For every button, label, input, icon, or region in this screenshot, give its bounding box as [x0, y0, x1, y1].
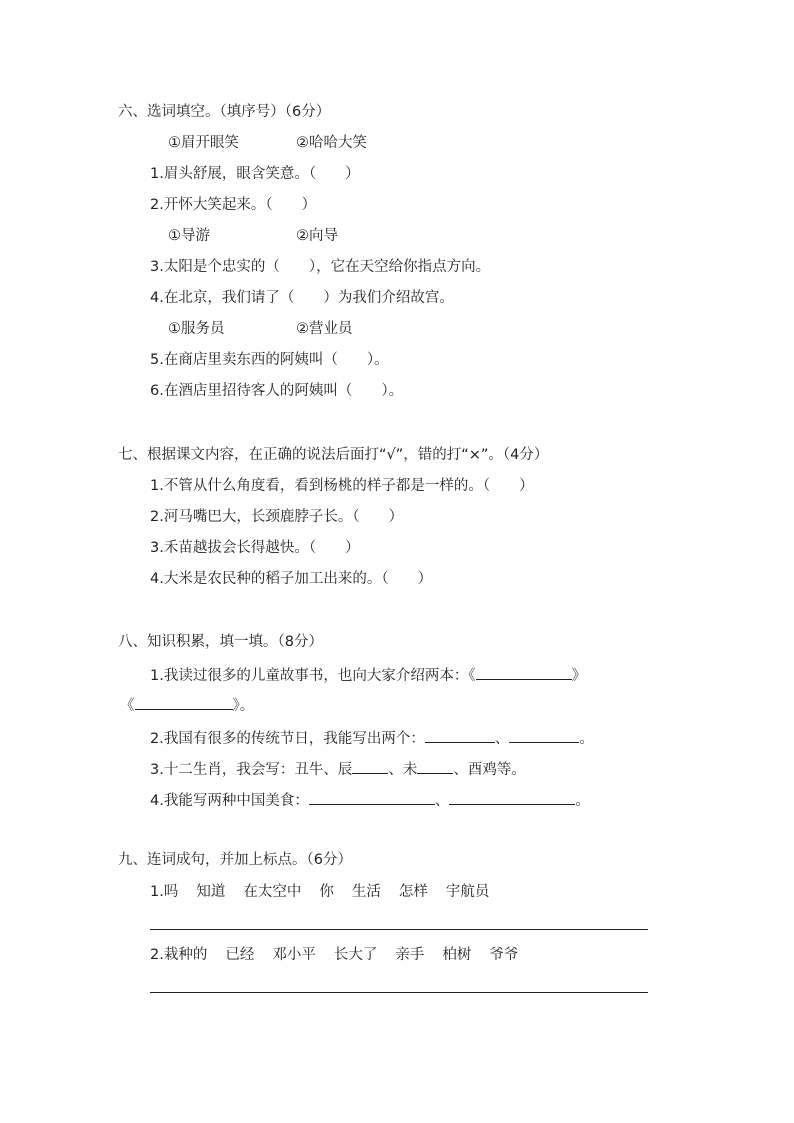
zodiac-1-blank[interactable] [352, 758, 388, 774]
question-6-5: 5.在商店里卖东西的阿姨叫（ ）。 [150, 352, 389, 368]
question-8-2-text: 2.我国有很多的传统节日，我能写出两个： [150, 731, 425, 747]
option-group-2-a: ①导游 [168, 228, 210, 244]
word: 知道 [196, 884, 226, 900]
word: 生活 [351, 884, 381, 900]
section-7-title: 七、根据课文内容，在正确的说法后面打“√”，错的打“×”。（4分） [118, 447, 549, 463]
word: 怎样 [398, 884, 428, 900]
book-quote-close-end: 》。 [232, 698, 255, 714]
word: 1.吗 [150, 884, 179, 900]
question-8-2 [150, 727, 594, 749]
question-8-1 [150, 664, 586, 686]
book-quote-open: 《 [120, 698, 135, 714]
question-7-2: 2.河马嘴巴大，长颈鹿脖子长。（ ） [150, 509, 404, 525]
word: 亲手 [395, 947, 425, 963]
question-8-3-text: 3.十二生肖，我会写：丑牛、辰 [150, 762, 353, 778]
question-8-1-cont [120, 694, 254, 716]
section-9-title: 九、连词成句，并加上标点。（6分） [118, 852, 352, 868]
period: 。 [579, 731, 594, 747]
option-group-3-a: ①服务员 [168, 321, 225, 337]
option-group-1-a: ①眉开眼笑 [168, 135, 239, 151]
separator: 、 [434, 793, 450, 809]
food-2-blank[interactable] [449, 789, 575, 805]
question-6-4: 4.在北京，我们请了（ ）为我们介绍故宫。 [150, 290, 454, 306]
book-2-blank[interactable] [135, 694, 233, 710]
question-8-3-mid: 、未 [388, 762, 418, 778]
option-group-3-b: ②营业员 [296, 321, 353, 337]
word: 在太空中 [243, 884, 302, 900]
question-8-3-end: 、酉鸡等。 [453, 762, 526, 778]
answer-line-9-1[interactable] [150, 929, 648, 930]
question-8-4-text: 4.我能写两种中国美食： [150, 793, 309, 809]
question-7-1: 1.不管从什么角度看，看到杨桃的样子都是一样的。（ ） [150, 478, 534, 494]
question-6-1: 1.眉头舒展，眼含笑意。（ ） [150, 166, 360, 182]
option-group-1-b: ②哈哈大笑 [296, 135, 367, 151]
festival-1-blank[interactable] [425, 727, 495, 743]
word: 2.栽种的 [150, 947, 208, 963]
word: 宇航员 [445, 884, 490, 900]
book-1-blank[interactable] [476, 664, 572, 680]
question-8-4 [150, 789, 590, 811]
word: 柏树 [442, 947, 472, 963]
question-7-4: 4.大米是农民种的稻子加工出来的。（ ） [150, 571, 433, 587]
word: 长大了 [333, 947, 378, 963]
question-8-1-text: 1.我读过很多的儿童故事书，也向大家介绍两本： [150, 668, 469, 684]
question-8-3 [150, 758, 526, 780]
option-group-2-b: ②向导 [296, 228, 338, 244]
period: 。 [575, 793, 590, 809]
festival-2-blank[interactable] [509, 727, 579, 743]
question-9-2-words [150, 945, 536, 965]
question-7-3: 3.禾苗越拔会长得越快。（ ） [150, 540, 360, 556]
question-6-6: 6.在酒店里招待客人的阿姨叫（ ）。 [150, 383, 404, 399]
question-6-2: 2.开怀大笑起来。（ ） [150, 197, 317, 213]
food-1-blank[interactable] [309, 789, 435, 805]
separator: 、 [494, 731, 510, 747]
question-9-1-words [150, 882, 507, 902]
word: 你 [319, 884, 334, 900]
answer-line-9-2[interactable] [150, 992, 648, 993]
word: 邓小平 [272, 947, 316, 963]
question-6-3: 3.太阳是个忠实的（ ），它在天空给你指点方向。 [150, 259, 491, 275]
book-quote-close: 》 [571, 668, 587, 684]
section-6-title: 六、选词填空。（填序号）（6分） [118, 104, 331, 120]
section-8-title: 八、知识积累，填一填。（8分） [118, 634, 323, 650]
word: 已经 [225, 947, 255, 963]
zodiac-2-blank[interactable] [417, 758, 453, 774]
word: 爷爷 [489, 947, 519, 963]
book-quote-open: 《 [468, 668, 476, 684]
